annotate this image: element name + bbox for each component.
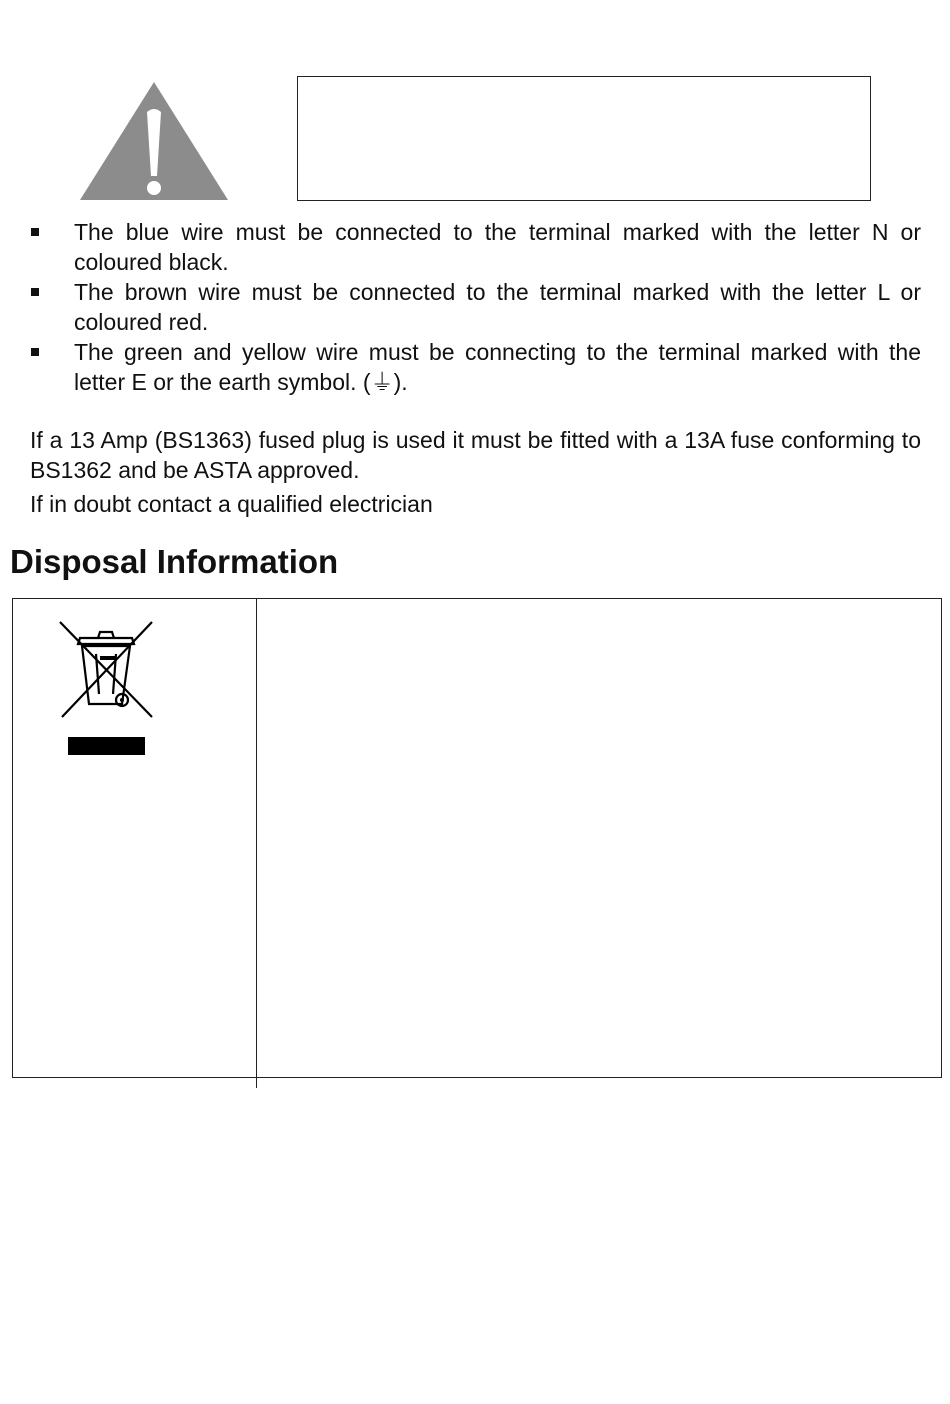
wiring-rule-text: The blue wire must be connected to the terminal marked with the letter N or coloured black. xyxy=(74,219,921,275)
warning-triangle-icon xyxy=(78,80,230,202)
wiring-rule-text: The green and yellow wire must be connecting to the terminal marked with the letter E or the earth symbol. (⏚). xyxy=(74,339,921,395)
section-title: Disposal Information xyxy=(10,543,339,580)
crossed-out-wheelie-bin-icon xyxy=(56,620,156,720)
bullet-icon xyxy=(31,288,39,296)
list-item xyxy=(28,217,921,277)
list-item xyxy=(28,277,921,337)
list-item xyxy=(28,337,921,397)
bullet-icon xyxy=(31,348,39,356)
fuse-note: If a 13 Amp (BS1363) fused plug is used it must be fitted with a 13A fuse conforming to BS1362 and be ASTA approved. xyxy=(30,427,921,483)
wiring-rule-text: The brown wire must be connected to the terminal marked with the letter L or coloured red. xyxy=(74,279,921,335)
warning-box xyxy=(297,76,871,201)
wiring-rules-list xyxy=(28,217,921,397)
weee-black-bar xyxy=(68,737,145,755)
table-column-divider xyxy=(256,598,257,1088)
bullet-icon xyxy=(31,228,39,236)
doubt-note: If in doubt contact a qualified electrician xyxy=(30,491,433,517)
